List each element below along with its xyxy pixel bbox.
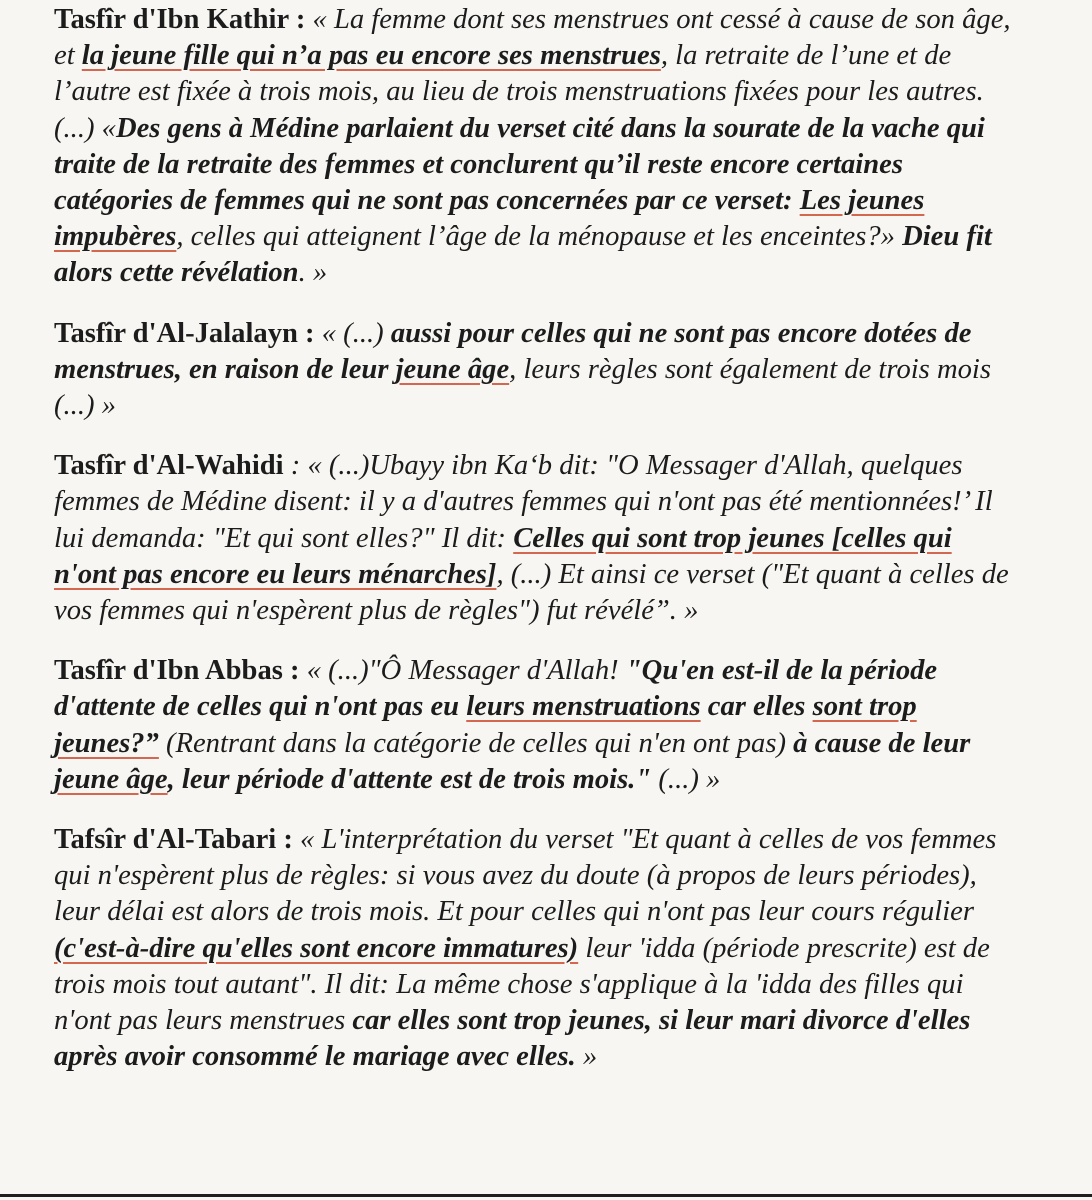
underlined-phrase: Les jeunes impubères <box>54 185 925 253</box>
quote-text: , celles qui atteignent l’âge de la ménopause et les enceintes?» <box>176 221 903 253</box>
emphasized-text: Dieu fit alors cette révélation <box>54 221 992 289</box>
quote-text: . » <box>298 257 328 289</box>
entry-title: Tafsîr d'Al-Tabari : <box>54 824 293 856</box>
quote-text: (...) » <box>651 763 721 795</box>
underlined-phrase: sont trop jeunes?” <box>54 691 917 759</box>
entry-title: Tasfîr d'Ibn Abbas : <box>54 655 300 687</box>
quote-text: « L'interprétation du verset "Et quant à celles de vos femmes qui n'espèrent plus de règles: si vous avez du doute (à propos de leurs périodes), leur délai est alors de trois mois. Et pour celles qui n'ont pas leur cours régulier <box>54 824 997 928</box>
underlined-phrase: jeune âge <box>395 353 510 385</box>
quote-text: leur 'idda (période prescrite) est de trois mois tout autant". Il dit: La même chose s'applique à la 'idda des filles qui n'ont pas leurs menstrues <box>54 932 990 1037</box>
underlined-phrase: jeune âge <box>54 763 168 795</box>
tafsir-entry <box>54 2 1018 292</box>
underlined-phrase: la jeune fille qui n’a pas eu encore ses menstrues <box>81 40 661 72</box>
emphasized-text: à cause de leur <box>793 727 971 759</box>
underlined-phrase: Celles qui sont trop jeunes [celles qui n'ont pas encore eu leurs ménarches] <box>54 522 952 590</box>
quote-text: , (...) Et ainsi ce verset ("Et quant à celles de vos femmes qui n'espèrent plus de règles") fut révélé”. » <box>54 558 1009 627</box>
quote-text: » <box>575 1041 598 1073</box>
emphasized-text: "Qu'en est-il de la période d'attente de celles qui n'ont pas eu <box>54 655 938 723</box>
entry-title: Tasfîr d'Al-Wahidi <box>54 450 284 482</box>
quote-text: , leurs règles sont également de trois mois (...) » <box>54 353 991 422</box>
emphasized-text: car elles sont trop jeunes, si leur mari divorce d'elles après avoir consommé le mariage avec elles. <box>54 1005 971 1073</box>
quote-text: , la retraite de l’une et de l’autre est fixée à trois mois, au lieu de trois menstruations fixées pour les autres. (...) « <box>54 40 984 144</box>
emphasized-text: car elles <box>700 691 813 723</box>
bottom-rule <box>0 1194 1092 1197</box>
underlined-phrase: (c'est-à-dire qu'elles sont encore immatures) <box>54 932 579 964</box>
underlined-phrase: leurs menstruations <box>466 691 701 723</box>
quote-text: « La femme dont ses menstrues ont cessé à cause de son âge, et <box>54 4 1011 72</box>
tafsir-entries <box>54 2 1018 1075</box>
tafsir-entry <box>54 822 1018 1075</box>
entry-title: Tasfîr d'Ibn Kathir : <box>54 4 306 35</box>
emphasized-text: , leur période d'attente est de trois mois." <box>167 763 652 795</box>
emphasized-text: Des gens à Médine parlaient du verset cité dans la sourate de la vache qui traite de la retraite des femmes et conclurent qu’il reste encore certaines catégories de femmes qui ne sont pas concernées par ce verset: <box>54 112 985 217</box>
tafsir-entry <box>54 653 1018 798</box>
emphasized-text: aussi pour celles qui ne sont pas encore dotées de menstrues, en raison de leur <box>54 317 972 385</box>
quote-text: (Rentrant dans la catégorie de celles qui n'en ont pas) <box>158 727 794 759</box>
quote-text: : « (...)Ubayy ibn Ka‘b dit: "O Messager d'Allah, quelques femmes de Médine disent: il y a d'autres femmes qui n'ont pas été mentionnées!’ Il lui demanda: "Et qui sont elles?" Il dit: <box>54 450 993 554</box>
tafsir-entry <box>54 316 1018 425</box>
tafsir-entry <box>54 448 1018 629</box>
entry-title: Tasfîr d'Al-Jalalayn : <box>54 317 315 349</box>
quote-text: « (...) <box>314 317 391 349</box>
quote-text: « (...)"Ô Messager d'Allah! <box>299 655 626 687</box>
